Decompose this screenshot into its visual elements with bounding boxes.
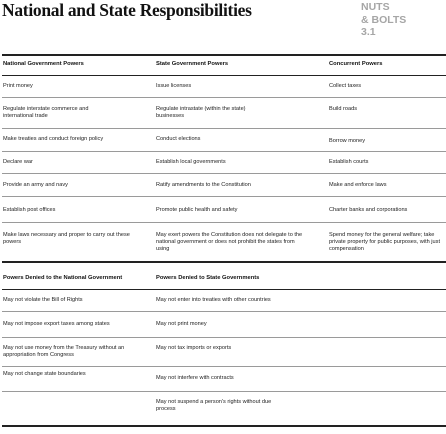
bottom-rule [2,425,446,427]
denied-state-item: May not print money [156,321,207,327]
page-title: National and State Responsibilities [2,0,252,20]
state-power-item: Conduct elections [156,136,201,142]
header-state-powers: State Government Powers [156,61,229,67]
header-denied-national: Powers Denied to the National Government [3,275,123,281]
section-badge [361,1,411,39]
denied-state-item: May not enter into treaties with other countries [156,297,271,303]
national-power-item: Regulate interstate commerce and international trade [3,106,89,119]
row-divider [2,196,446,197]
concurrent-power-item: Make and enforce laws [329,182,387,188]
header-concurrent-powers: Concurrent Powers [329,61,383,67]
row-divider [2,337,446,338]
row-divider [2,97,446,98]
row-divider [2,151,446,152]
badge-line-2: & BOLTS [361,13,407,26]
section-rule [2,261,446,263]
state-power-item: Regulate intrastate (within the state) businesses [156,106,246,119]
state-power-item: Promote public health and safety [156,207,238,213]
national-power-item: Declare war [3,159,33,165]
badge-line-3: 3.1 [361,26,376,38]
row-divider [2,222,446,223]
denied-state-item: May not suspend a person's rights without due process [156,399,272,412]
national-power-item: Print money [3,83,33,89]
top-rule [2,54,446,56]
state-power-item: Establish local governments [156,159,226,165]
concurrent-power-item: Borrow money [329,138,366,144]
row-divider [2,173,446,174]
denied-national-item: May not impose export taxes among states [3,321,110,327]
row-divider [2,366,446,367]
national-power-item: Establish post offices [3,207,56,213]
header-national-powers: National Government Powers [3,61,84,67]
concurrent-power-item: Spend money for the general welfare; take private property for public purposes, with just compensation [329,232,440,252]
row-divider [2,311,446,312]
denied-national-item: May not use money from the Treasury without an appropriation from Congress [3,345,125,358]
row-divider [2,391,446,392]
concurrent-power-item: Charter banks and corporations [329,207,408,213]
badge-line-1: NUTS [361,1,390,13]
concurrent-power-item: Build roads [329,106,357,112]
header-rule [2,75,446,76]
header-denied-state: Powers Denied to State Governments [156,275,260,281]
concurrent-power-item: Collect taxes [329,83,362,89]
header-rule [2,289,446,290]
national-power-item: Make treaties and conduct foreign policy [3,136,104,142]
national-power-item: Provide an army and navy [3,182,68,188]
national-power-item: Make laws necessary and proper to carry out these powers [3,232,130,245]
state-power-item: May exert powers the Constitution does not delegate to the national government or does not prohibit the states from using [156,232,303,252]
state-power-item: Ratify amendments to the Constitution [156,182,251,188]
denied-state-item: May not interfere with contracts [156,375,234,381]
denied-national-item: May not violate the Bill of Rights [3,297,83,303]
row-divider [2,128,446,129]
denied-national-item: May not change state boundaries [3,371,86,377]
denied-state-item: May not tax imports or exports [156,345,232,351]
state-power-item: Issue licenses [156,83,192,89]
concurrent-power-item: Establish courts [329,159,369,165]
